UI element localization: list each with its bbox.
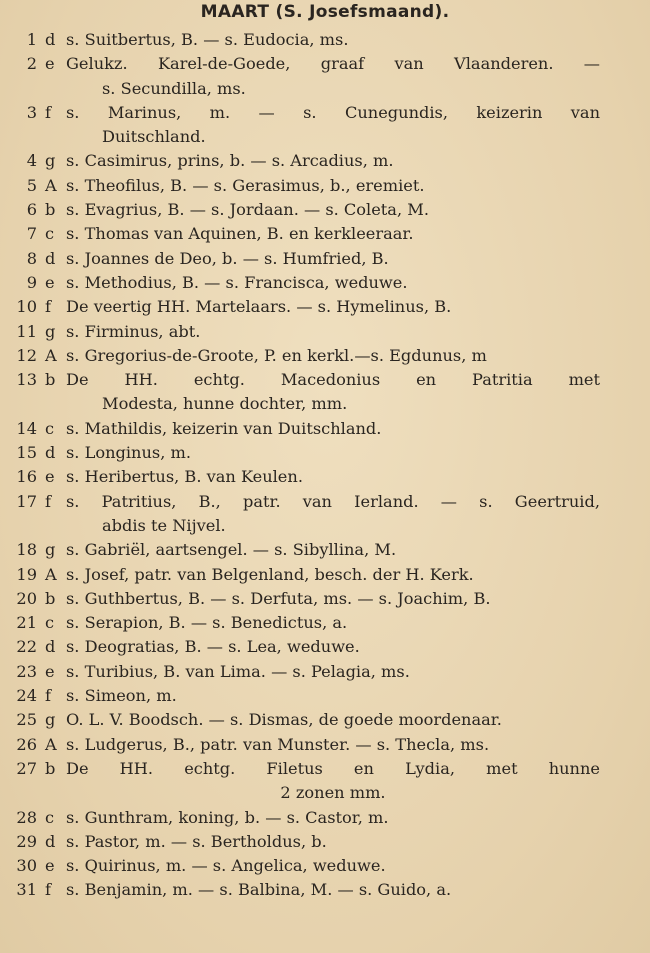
dominical-letter: d <box>45 443 56 463</box>
entry-line <box>0 587 650 611</box>
entry-continuation-line <box>0 77 650 101</box>
entry-line <box>0 198 650 222</box>
entry-line <box>0 271 650 295</box>
day-number: 27 <box>16 758 37 778</box>
saint-names: s. Guthbertus, B. — s. Derfuta, ms. — s. Joachim, B. <box>66 588 491 608</box>
dominical-letter: d <box>45 831 56 851</box>
day-number: 28 <box>16 807 37 827</box>
dominical-letter: f <box>45 297 51 317</box>
day-entry <box>0 708 650 732</box>
dominical-letter: g <box>45 151 56 171</box>
dominical-letter: c <box>45 807 55 827</box>
day-entry <box>0 465 650 489</box>
saint-names: De HH. echtg. Filetus en Lydia, met hunne <box>66 758 600 778</box>
day-entry <box>0 222 650 246</box>
entry-line <box>0 733 650 757</box>
dominical-letter: d <box>45 248 56 268</box>
saint-names: s. Quirinus, m. — s. Angelica, weduwe. <box>66 856 386 876</box>
saint-names: s. Turibius, B. van Lima. — s. Pelagia, ms. <box>66 661 410 681</box>
dominical-letter: e <box>45 467 55 487</box>
day-number: 19 <box>16 564 37 584</box>
entry-line <box>0 563 650 587</box>
entry-line <box>0 247 650 271</box>
day-number: 24 <box>16 686 37 706</box>
dominical-letter: c <box>45 418 55 438</box>
saint-names: O. L. V. Boodsch. — s. Dismas, de goede moordenaar. <box>66 710 502 730</box>
entry-line <box>0 490 650 514</box>
day-number: 3 <box>26 102 37 122</box>
saint-names: s. Serapion, B. — s. Benedictus, a. <box>66 613 348 633</box>
day-entry <box>0 878 650 902</box>
entry-line <box>0 757 650 781</box>
dominical-letter: f <box>45 491 51 511</box>
day-number: 15 <box>16 443 37 463</box>
day-entry <box>0 52 650 101</box>
day-number: 12 <box>16 345 37 365</box>
entry-list <box>0 28 650 903</box>
saint-names: s. Patritius, B., patr. van Ierland. — s. Geertruid, <box>66 491 600 511</box>
day-number: 2 <box>26 54 37 74</box>
saint-names-continued: 2 zonen mm. <box>280 783 386 803</box>
dominical-letter: b <box>45 758 56 778</box>
saint-names: s. Heribertus, B. van Keulen. <box>66 467 303 487</box>
dominical-letter: e <box>45 54 55 74</box>
day-entry <box>0 538 650 562</box>
day-entry <box>0 611 650 635</box>
day-entry <box>0 854 650 878</box>
day-entry <box>0 271 650 295</box>
saint-names: s. Mathildis, keizerin van Duitschland. <box>66 418 382 438</box>
dominical-letter: f <box>45 102 51 122</box>
dominical-letter: A <box>45 734 57 754</box>
entry-line <box>0 101 650 125</box>
day-number: 6 <box>26 200 37 220</box>
day-entry <box>0 149 650 173</box>
day-entry <box>0 247 650 271</box>
saint-names: Gelukz. Karel-de-Goede, graaf van Vlaanderen. — <box>66 54 600 74</box>
day-number: 9 <box>26 272 37 292</box>
dominical-letter: b <box>45 370 56 390</box>
day-number: 18 <box>16 540 37 560</box>
entry-line <box>0 368 650 392</box>
day-number: 31 <box>16 880 37 900</box>
entry-line <box>0 465 650 489</box>
day-entry <box>0 733 650 757</box>
saint-names-continued: Modesta, hunne dochter, mm. <box>102 394 348 414</box>
saint-names-continued: abdis te Nijvel. <box>102 515 226 535</box>
saint-names: s. Firminus, abt. <box>66 321 201 341</box>
entry-line <box>0 320 650 344</box>
day-entry <box>0 830 650 854</box>
dominical-letter: b <box>45 588 56 608</box>
saint-names: s. Thomas van Aquinen, B. en kerkleeraar. <box>66 224 414 244</box>
entry-line <box>0 611 650 635</box>
day-number: 11 <box>16 321 37 341</box>
day-entry <box>0 806 650 830</box>
day-entry <box>0 757 650 806</box>
entry-line <box>0 854 650 878</box>
saint-names: De HH. echtg. Macedonius en Patritia met <box>66 370 600 390</box>
saint-names: s. Longinus, m. <box>66 443 192 463</box>
dominical-letter: g <box>45 710 56 730</box>
day-entry <box>0 295 650 319</box>
dominical-letter: e <box>45 272 55 292</box>
saint-names: s. Benjamin, m. — s. Balbina, M. — s. Guido, a. <box>66 880 452 900</box>
day-entry <box>0 101 650 150</box>
day-number: 8 <box>26 248 37 268</box>
entry-line <box>0 222 650 246</box>
dominical-letter: f <box>45 686 51 706</box>
day-entry <box>0 368 650 417</box>
entry-continuation-line <box>0 392 650 416</box>
day-number: 17 <box>16 491 37 511</box>
day-number: 25 <box>16 710 37 730</box>
entry-line <box>0 417 650 441</box>
day-number: 7 <box>26 224 37 244</box>
entry-line <box>0 684 650 708</box>
saint-names: s. Suitbertus, B. — s. Eudocia, ms. <box>66 30 349 49</box>
day-entry <box>0 563 650 587</box>
saint-names: s. Gabriël, aartsengel. — s. Sibyllina, M. <box>66 540 397 560</box>
saint-names: De veertig HH. Martelaars. — s. Hymelinus, B. <box>66 297 452 317</box>
entry-line <box>0 806 650 830</box>
day-number: 14 <box>16 418 37 438</box>
entry-line <box>0 708 650 732</box>
page-title: MAART (S. Josefsmaand). <box>200 2 450 22</box>
day-entry <box>0 174 650 198</box>
saint-names: s. Gregorius-de-Groote, P. en kerkl.—s. Egdunus, m <box>66 345 487 365</box>
day-number: 30 <box>16 856 37 876</box>
entry-continuation-line <box>0 514 650 538</box>
day-entry <box>0 660 650 684</box>
saint-names: s. Joannes de Deo, b. — s. Humfried, B. <box>66 248 389 268</box>
entry-continuation-line <box>0 125 650 149</box>
dominical-letter: A <box>45 175 57 195</box>
day-entry <box>0 344 650 368</box>
saint-names: s. Josef, patr. van Belgenland, besch. der H. Kerk. <box>66 564 474 584</box>
day-number: 26 <box>16 734 37 754</box>
entry-line <box>0 441 650 465</box>
day-number: 13 <box>16 370 37 390</box>
day-entry <box>0 635 650 659</box>
dominical-letter: g <box>45 540 56 560</box>
day-number: 16 <box>16 467 37 487</box>
dominical-letter: e <box>45 856 55 876</box>
dominical-letter: c <box>45 613 55 633</box>
saint-names: s. Casimirus, prins, b. — s. Arcadius, m. <box>66 151 394 171</box>
dominical-letter: f <box>45 880 51 900</box>
saint-names: s. Methodius, B. — s. Francisca, weduwe. <box>66 272 408 292</box>
day-number: 4 <box>26 151 37 171</box>
saint-names: s. Marinus, m. — s. Cunegundis, keizerin van <box>66 102 600 122</box>
day-entry <box>0 28 650 52</box>
entry-line <box>0 149 650 173</box>
day-number: 10 <box>16 297 37 317</box>
entry-line <box>0 52 650 76</box>
saint-names: s. Pastor, m. — s. Bertholdus, b. <box>66 831 327 851</box>
entry-line <box>0 538 650 562</box>
dominical-letter: b <box>45 200 56 220</box>
saint-names: s. Theofilus, B. — s. Gerasimus, b., eremiet. <box>66 175 425 195</box>
entry-line <box>0 174 650 198</box>
entry-line <box>0 344 650 368</box>
day-entry <box>0 441 650 465</box>
day-entry <box>0 417 650 441</box>
saint-names: s. Ludgerus, B., patr. van Munster. — s. Thecla, ms. <box>66 734 490 754</box>
entry-line <box>0 295 650 319</box>
entry-line <box>0 635 650 659</box>
saint-names: s. Deogratias, B. — s. Lea, weduwe. <box>66 637 360 657</box>
saint-names: s. Evagrius, B. — s. Jordaan. — s. Coleta, M. <box>66 200 429 220</box>
dominical-letter: g <box>45 321 56 341</box>
saint-names-continued: Duitschland. <box>102 127 206 147</box>
day-number: 5 <box>26 175 37 195</box>
day-number: 21 <box>16 613 37 633</box>
dominical-letter: c <box>45 224 55 244</box>
saint-names-continued: s. Secundilla, ms. <box>102 78 246 98</box>
dominical-letter: d <box>45 637 56 657</box>
entry-line <box>0 28 650 52</box>
day-entry <box>0 320 650 344</box>
day-number: 23 <box>16 661 37 681</box>
entry-line <box>0 830 650 854</box>
day-number: 22 <box>16 637 37 657</box>
entry-line <box>0 878 650 902</box>
entry-line <box>0 660 650 684</box>
dominical-letter: A <box>45 345 57 365</box>
saint-names: s. Simeon, m. <box>66 686 177 706</box>
saint-names: s. Gunthram, koning, b. — s. Castor, m. <box>66 807 389 827</box>
day-entry <box>0 684 650 708</box>
day-entry <box>0 198 650 222</box>
day-entry <box>0 587 650 611</box>
dominical-letter: e <box>45 661 55 681</box>
day-number: 20 <box>16 588 37 608</box>
dominical-letter: d <box>45 30 56 49</box>
day-number: 1 <box>26 30 37 49</box>
dominical-letter: A <box>45 564 57 584</box>
entry-continuation-line <box>0 781 650 805</box>
day-entry <box>0 490 650 539</box>
day-number: 29 <box>16 831 37 851</box>
